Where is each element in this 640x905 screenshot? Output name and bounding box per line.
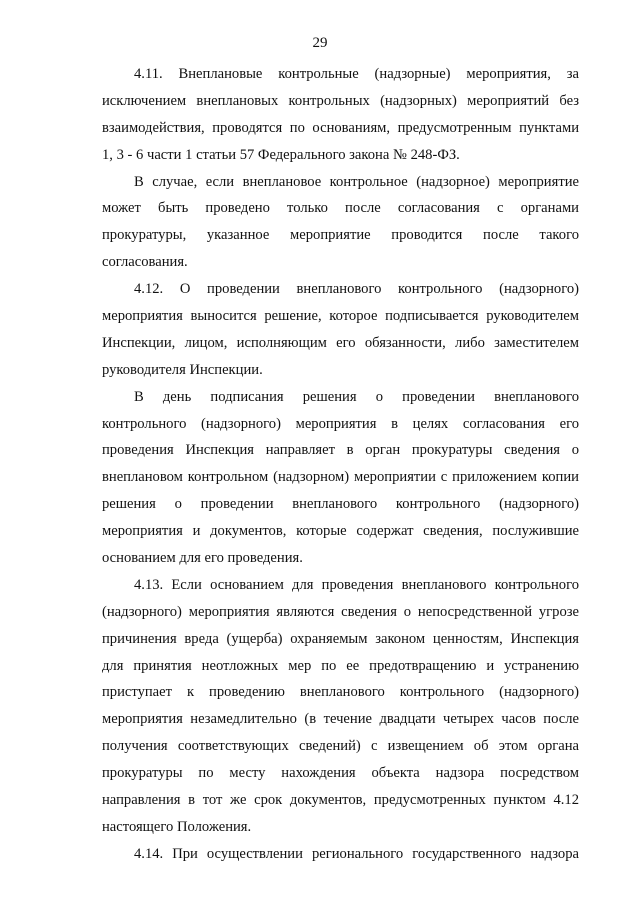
text-line: внеплановом контрольном (надзорном) мероприятии с приложением копии bbox=[102, 469, 579, 486]
text-line: прокуратуры, указанное мероприятие проводится после такого bbox=[102, 227, 579, 244]
text-line: причинения вреда (ущерба) охраняемым законом ценностям, Инспекция bbox=[102, 630, 579, 647]
text-line: В день подписания решения о проведении внепланового bbox=[134, 388, 579, 405]
text-line: получения соответствующих сведений) с извещением об этом органа bbox=[102, 738, 579, 755]
text-line: контрольного (надзорного) мероприятия в целях согласования его bbox=[102, 415, 579, 432]
text-line: руководителя Инспекции. bbox=[102, 361, 263, 378]
text-line: настоящего Положения. bbox=[102, 818, 252, 835]
text-line: согласования. bbox=[102, 254, 188, 271]
text-line: основанием для его проведения. bbox=[102, 550, 303, 567]
text-line: прокуратуры по месту нахождения объекта надзора посредством bbox=[102, 765, 579, 782]
text-line: В случае, если внеплановое контрольное (надзорное) мероприятие bbox=[134, 173, 579, 190]
text-line: мероприятия и документов, которые содержат сведения, послужившие bbox=[102, 523, 579, 540]
text-line: 4.14. При осуществлении регионального государственного надзора bbox=[134, 845, 579, 862]
text-line: 4.11. Внеплановые контрольные (надзорные) мероприятия, за bbox=[134, 66, 579, 82]
text-line: мероприятия выносится решение, которое подписывается руководителем bbox=[102, 308, 579, 325]
text-line: 4.13. Если основанием для проведения внепланового контрольного bbox=[134, 576, 579, 593]
text-line: (надзорного) мероприятия являются сведения о непосредственной угрозе bbox=[102, 603, 579, 620]
text-line: проведения Инспекция направляет в орган прокуратуры сведения о bbox=[102, 442, 579, 459]
text-line: приступает к проведению внепланового контрольного (надзорного) bbox=[102, 684, 579, 701]
text-line: взаимодействия, проводятся по основаниям, предусмотренным пунктами bbox=[102, 119, 579, 136]
text-line: направления в тот же срок документов, предусмотренных пунктом 4.12 bbox=[102, 792, 579, 809]
text-line: 4.12. О проведении внепланового контрольного (надзорного) bbox=[134, 281, 579, 298]
text-line: решения о проведении внепланового контрольного (надзорного) bbox=[102, 496, 579, 513]
text-line: мероприятия незамедлительно (в течение двадцати четырех часов после bbox=[102, 711, 579, 728]
text-line: может быть проведено только после согласования с органами bbox=[102, 200, 579, 217]
document-body bbox=[102, 61, 579, 868]
text-line: исключением внеплановых контрольных (надзорных) мероприятий без bbox=[102, 92, 579, 109]
text-line: Инспекции, лицом, исполняющим его обязанности, либо заместителем bbox=[102, 334, 579, 351]
text-line: 1, 3 - 6 части 1 статьи 57 Федерального закона № 248-ФЗ. bbox=[102, 146, 460, 163]
text-line: для принятия неотложных мер по ее предотвращению и устранению bbox=[102, 657, 579, 674]
page-number: 29 bbox=[312, 35, 328, 51]
